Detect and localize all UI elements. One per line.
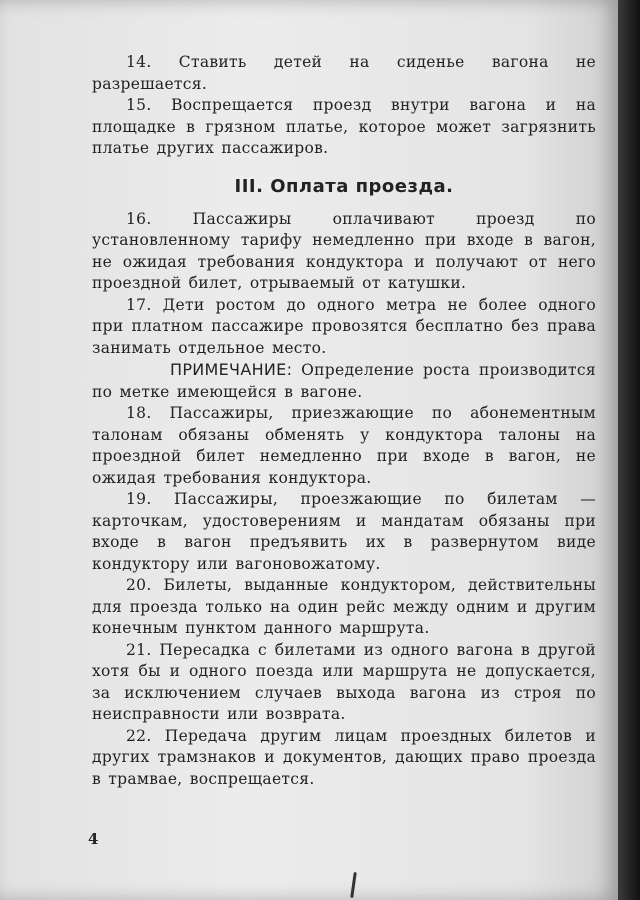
paragraph-15: 15. Воспрещается проезд внутри вагона и на площадке в грязном платье, которое может загрязнить платье других пассажиров. bbox=[92, 96, 596, 157]
note-text: Определение роста производится по метке имеющейся в вагоне. bbox=[92, 361, 596, 401]
page-content bbox=[92, 52, 596, 790]
book-spine-shadow bbox=[618, 0, 640, 900]
paragraph-17: 17. Дети ростом до одного метра не более одного при платном пассажире провозятся бесплатно без права занимать отдельное место. bbox=[92, 295, 596, 357]
paragraph-20: 20. Билеты, выданные кондуктором, действительны для проезда только на один рейс между одним и другим конечным пунктом данного маршрута. bbox=[92, 576, 596, 637]
paragraph-16: 16. Пассажиры оплачивают проезд по установленному тарифу немедленно при входе в вагон, не ожидая требования кондуктора и получают от него проездной билет, отрываемый от катушки. bbox=[92, 209, 596, 292]
note-label: ПРИМЕЧАНИЕ: bbox=[170, 360, 293, 379]
paragraph-14: 14. Ставить детей на сиденье вагона не разрешается. bbox=[92, 53, 596, 93]
ink-smudge bbox=[350, 872, 357, 898]
paragraph-18: 18. Пассажиры, приезжающие по абонементным талонам обязаны обменять у кондуктора талоны на проездной билет немедленно при входе в вагон, не ожидая требования кондуктора. bbox=[92, 404, 596, 487]
paragraph-21: 21. Пересадка с билетами из одного вагона в другой хотя бы и одного поезда или маршрута не допускается, за исключением случаев выхода вагона из строя по неисправности или возврата. bbox=[92, 640, 596, 723]
paragraph-22: 22. Передача другим лицам проездных билетов и других трамзнаков и документов, дающих право проезда в трамвае, воспрещается. bbox=[92, 726, 596, 788]
section-title: III. Оплата проезда. bbox=[234, 175, 454, 197]
note bbox=[92, 359, 596, 403]
paragraph-19: 19. Пассажиры, проезжающие по билетам — карточкам, удостоверениям и мандатам обязаны при входе в вагон предъявить их в развернутом виде кондуктору или вагоновожатому. bbox=[92, 490, 596, 573]
page-number: 4 bbox=[88, 830, 99, 848]
